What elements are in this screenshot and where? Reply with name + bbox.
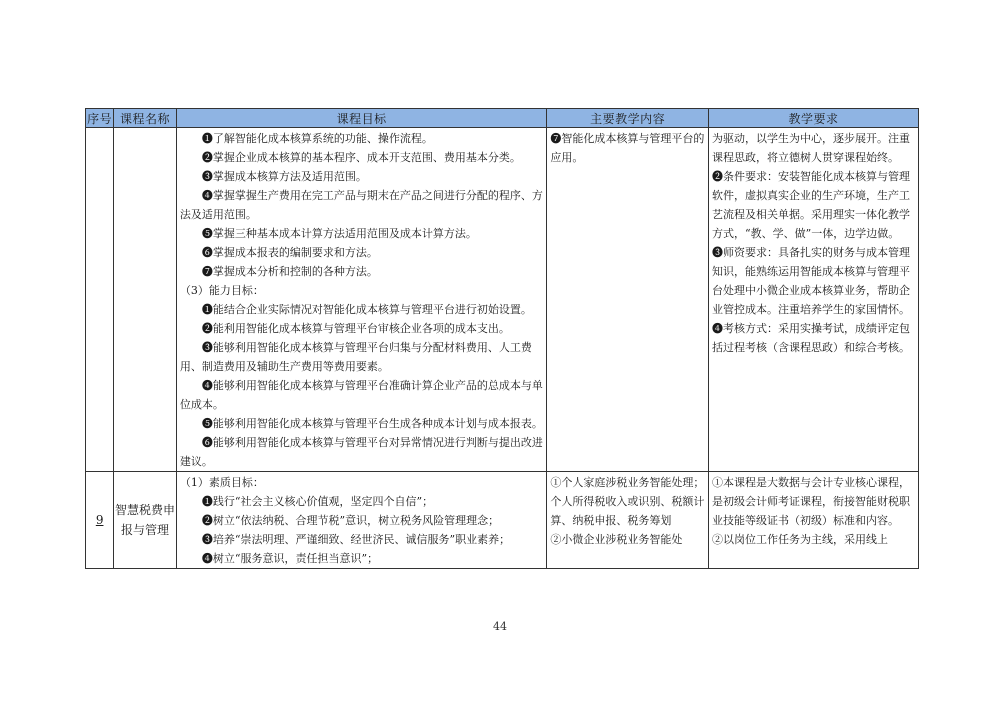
list-line: ❶能结合企业实际情况对智能化成本核算与管理平台进行初始设置。 — [201, 303, 532, 316]
row-goals-cell — [176, 472, 547, 569]
list-line: ❺掌握三种基本成本计算方法适用范围及成本计算方法。 — [201, 227, 477, 240]
table-row — [86, 472, 919, 569]
row-index: 9 — [86, 472, 114, 569]
list-line: ②小微企业涉税业务智能处 — [550, 533, 683, 546]
course-table — [85, 108, 919, 569]
list-line: 为驱动，以学生为中心，逐步展开。注重课程思政，将立德树人贯穿课程始终。 — [711, 132, 910, 164]
header-course-name: 课程名称 — [114, 109, 177, 128]
list-line: （1）素质目标： — [179, 476, 264, 489]
list-line: （3）能力目标： — [179, 284, 264, 297]
list-line: ❼掌握成本分析和控制的各种方法。 — [201, 265, 378, 278]
list-line: ❹掌握掌握生产费用在完工产品与期末在产品之间进行分配的程序、方法及适用范围。 — [179, 189, 543, 221]
content-list — [547, 472, 708, 549]
table-header-row — [86, 109, 919, 128]
list-line: ❶了解智能化成本核算系统的功能、操作流程。 — [201, 132, 433, 145]
content-text: ❼智能化成本核算与管理平台的应用。 — [550, 132, 705, 164]
list-line: ❷能利用智能化成本核算与管理平台审核企业各项的成本支出。 — [201, 322, 510, 335]
list-line: ❷掌握企业成本核算的基本程序、成本开支范围、费用基本分类。 — [201, 151, 521, 164]
list-line: ❸师资要求：具备扎实的财务与成本管理知识，能熟练运用智能成本核算与管理平台处理中小微企业成本核算业务，帮助企业管控成本。注重培养学生的家国情怀。 — [711, 246, 910, 316]
list-line: ❹考核方式：采用实操考试，成绩评定包括过程考核（含课程思政）和综合考核。 — [711, 322, 910, 354]
row-index — [86, 128, 114, 472]
row-goals-cell — [176, 128, 547, 472]
list-line: ①个人家庭涉税业务智能处理；个人所得税收入或识别、税额计算、纳税申报、税务筹划 — [550, 476, 705, 527]
row-course-name — [114, 128, 177, 472]
list-line: ❺能够利用智能化成本核算与管理平台生成各种成本计划与成本报表。 — [201, 417, 543, 430]
table-row — [86, 128, 919, 472]
list-line: ❻能够利用智能化成本核算与管理平台对异常情况进行判断与提出改进建议。 — [179, 436, 543, 468]
list-line: ❷树立“依法纳税、合理节税”意识，树立税务风险管理理念； — [201, 514, 500, 527]
list-line: ❹树立“服务意识，责任担当意识”； — [201, 552, 379, 565]
list-line: ❸能够利用智能化成本核算与管理平台归集与分配材料费用、人工费用、制造费用及辅助生产费用等费用要素。 — [179, 341, 532, 373]
header-course-goals: 课程目标 — [176, 109, 547, 128]
goals-list — [177, 472, 547, 568]
list-line: ❶践行“社会主义核心价值观，坚定四个自信”； — [201, 495, 434, 508]
list-line: ❸培养“崇法明理、严谨细致、经世济民、诚信服务”职业素养； — [201, 533, 511, 546]
goals-list — [177, 128, 547, 471]
list-line: ❻掌握成本报表的编制要求和方法。 — [201, 246, 378, 259]
requirements-list — [709, 472, 918, 549]
row-requirements-cell — [708, 472, 918, 569]
requirements-list — [709, 128, 918, 357]
row-content-cell — [547, 128, 709, 472]
header-teaching-content: 主要教学内容 — [547, 109, 709, 128]
list-line: ❹能够利用智能化成本核算与管理平台准确计算企业产品的总成本与单位成本。 — [179, 379, 543, 411]
header-teaching-requirements: 教学要求 — [708, 109, 918, 128]
row-content-cell — [547, 472, 709, 569]
row-course-name: 智慧税费申报与管理 — [114, 472, 177, 569]
page-number: 44 — [493, 620, 507, 633]
list-line: ①本课程是大数据与会计专业核心课程，是初级会计师考证课程，衔接智能财税职业技能等级证书（初级）标准和内容。 — [711, 476, 910, 527]
list-line: ❷条件要求：安装智能化成本核算与管理软件，虚拟真实企业的生产环境，生产工艺流程及相关单据。采用理实一体化教学方式，“教、学、做”一体，边学边做。 — [711, 170, 910, 240]
row-requirements-cell — [708, 128, 918, 472]
list-line: ❸掌握成本核算方法及适用范围。 — [201, 170, 367, 183]
header-index: 序号 — [86, 109, 114, 128]
list-line: ②以岗位工作任务为主线，采用线上 — [711, 533, 888, 546]
